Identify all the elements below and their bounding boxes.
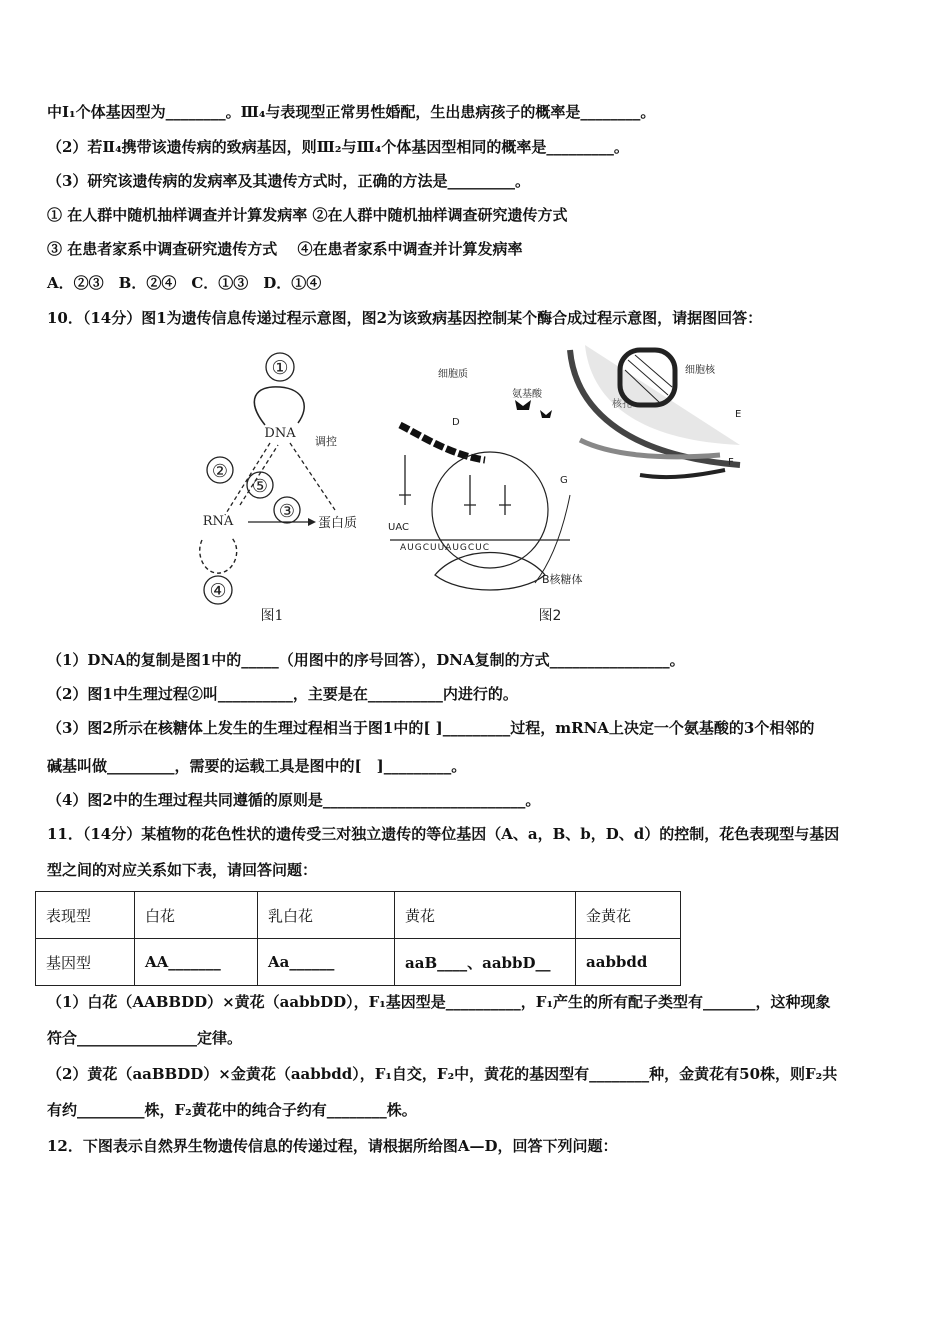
figure-2 [388,345,741,624]
q10-4: （4）图2中的生理过程共同遵循的原则是___________________________。 [47,791,541,809]
table-cell: aaB____、aabbD__ [395,939,576,986]
fig1-rna: RNA [202,514,234,529]
fig2-mrna: AUGCUUAUGCUC [400,543,491,553]
table-row [36,939,681,986]
fig2-nucleus: 细胞核 [685,365,715,376]
q11-stem-2: 型之间的对应关系如下表，请回答问题： [47,861,318,879]
fig1-protein: 蛋白质 [318,516,358,531]
option-line-1: ① 在人群中随机抽样调查并计算发病率 ②在人群中随机抽样调查研究遗传方式 [47,206,568,224]
q9-line-1: 中Ⅰ₁个体基因型为________。Ⅲ₄与表现型正常男性婚配，生出患病孩子的概率是________。 [47,103,656,121]
option-line-2: ③ 在患者家系中调查研究遗传方式 ④在患者家系中调查并计算发病率 [47,240,523,258]
fig2-label-e: E [735,409,742,420]
table-cell: 乳白花 [258,892,395,939]
table-cell: 金黄花 [576,892,681,939]
q10-stem: 10．（14分）图1为遗传信息传递过程示意图，图2为该致病基因控制某个酶合成过程示意图，请据图回答： [47,309,763,327]
fig1-num-5: ⑤ [251,476,269,497]
figure-1 [200,353,357,624]
fig2-pore: 核孔 [612,399,632,410]
fig1-num-2: ② [211,461,229,482]
q10-1: （1）DNA的复制是图1中的_____（用图中的序号回答），DNA复制的方式________________。 [47,651,685,669]
q9-2: （2）若Ⅱ₄携带该遗传病的致病基因，则Ⅲ₂与Ⅲ₄个体基因型相同的概率是_________。 [47,138,629,156]
q11-1-line-1: （1）白花（AABBDD）×黄花（aabbDD），F₁基因型是__________，F₁产生的所有配子类型有_______，这种现象 [47,993,831,1011]
fig2-ribosome: B核糖体 [542,573,583,586]
fig1-num-1: ① [271,357,289,379]
fig2-uac: UAC [388,522,409,533]
q11-stem-1: 11．（14分）某植物的花色性状的遗传受三对独立遗传的等位基因（A、a，B、b，D、d）的控制，花色表现型与基因 [47,825,840,843]
q9-3: （3）研究该遗传病的发病率及其遗传方式时，正确的方法是_________。 [47,172,530,190]
table-row [36,892,681,939]
q11-2-line-1: （2）黄花（aaBBDD）×金黄花（aabbdd），F₁自交，F₂中，黄花的基因型有________种，金黄花有50株，则F₂共 [47,1065,838,1083]
genotype-table [35,891,681,986]
fig2-amino: 氨基酸 [512,389,542,400]
q11-1-line-2: 符合________________定律。 [47,1029,243,1047]
answer-choices: A．②③ B．②④ C．①③ D．①④ [47,274,322,292]
q12-stem: 12．下图表示自然界生物遗传信息的传递过程，请根据所给图A—D，回答下列问题： [47,1137,618,1155]
fig2-label-f: F [728,457,734,468]
q10-3-line-2: 碱基叫做_________，需要的运载工具是图中的[ ]_________。 [47,757,467,775]
fig2-label-d: D [452,417,460,428]
fig1-num-4: ④ [209,580,227,602]
table-cell: 黄花 [395,892,576,939]
figures [190,345,740,630]
fig1-caption: 图1 [260,608,284,624]
table-cell: 基因型 [36,939,135,986]
table-cell: 表现型 [36,892,135,939]
fig2-label-g: G [560,475,568,486]
fig2-caption: 图2 [538,608,562,624]
fig1-regulate: 调控 [315,435,337,448]
table-cell: Aa______ [258,939,395,986]
fig2-cytoplasm: 细胞质 [438,369,468,380]
q10-3-line-1: （3）图2所示在核糖体上发生的生理过程相当于图1中的[ ]_________过程，mRNA上决定一个氨基酸的3个相邻的 [47,719,815,737]
table-cell: AA_______ [135,939,258,986]
fig1-dna: DNA [264,426,296,441]
q11-2-line-2: 有约_________株，F₂黄花中的纯合子约有________株。 [47,1101,417,1119]
table-cell: 白花 [135,892,258,939]
fig1-num-3: ③ [278,501,296,522]
q10-2: （2）图1中生理过程②叫__________，主要是在__________内进行的。 [47,685,518,703]
table-cell: aabbdd [576,939,681,986]
